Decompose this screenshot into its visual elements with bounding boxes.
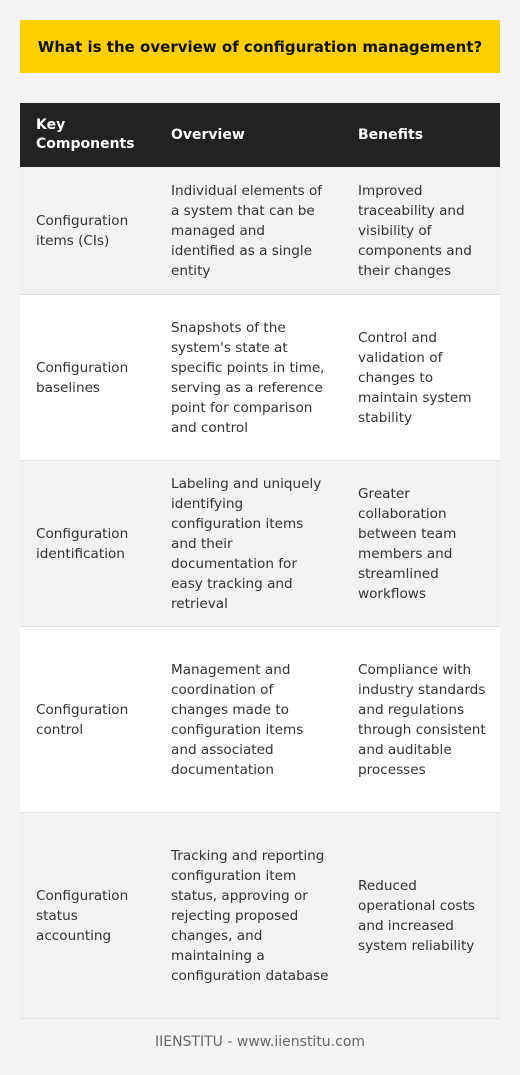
header-overview: Overview: [155, 103, 342, 167]
header-benefits: Benefits: [342, 103, 500, 167]
cell-component: Configuration status accounting: [20, 813, 155, 1019]
config-management-table: [20, 103, 500, 1019]
page-title: What is the overview of configuration management?: [37, 37, 483, 56]
cell-benefits: Reduced operational costs and increased system reliability: [342, 813, 500, 1019]
cell-overview: Tracking and reporting configuration item status, approving or rejecting proposed changes, and maintaining a configuration database: [155, 813, 342, 1019]
table-row: [20, 627, 500, 813]
table-row: [20, 461, 500, 627]
footer-credit: IIENSTITU - www.iienstitu.com: [154, 1034, 366, 1050]
table-row: [20, 295, 500, 461]
cell-benefits: Improved traceability and visibility of components and their changes: [342, 167, 500, 295]
cell-component: Configuration identification: [20, 461, 155, 627]
table-header-row: [20, 103, 500, 167]
cell-component: Configuration baselines: [20, 295, 155, 461]
table-row: [20, 167, 500, 295]
cell-benefits: Greater collaboration between team members and streamlined workflows: [342, 461, 500, 627]
header-key-components: Key Components: [20, 103, 155, 167]
cell-overview: Individual elements of a system that can be managed and identified as a single entity: [155, 167, 342, 295]
cell-overview: Labeling and uniquely identifying configuration items and their documentation for easy tracking and retrieval: [155, 461, 342, 627]
cell-component: Configuration control: [20, 627, 155, 813]
title-banner: [20, 20, 500, 73]
table-row: [20, 813, 500, 1019]
cell-overview: Management and coordination of changes made to configuration items and associated documentation: [155, 627, 342, 813]
cell-overview: Snapshots of the system's state at specific points in time, serving as a reference point for comparison and control: [155, 295, 342, 461]
cell-component: Configuration items (CIs): [20, 167, 155, 295]
cell-benefits: Control and validation of changes to maintain system stability: [342, 295, 500, 461]
cell-benefits: Compliance with industry standards and regulations through consistent and auditable processes: [342, 627, 500, 813]
